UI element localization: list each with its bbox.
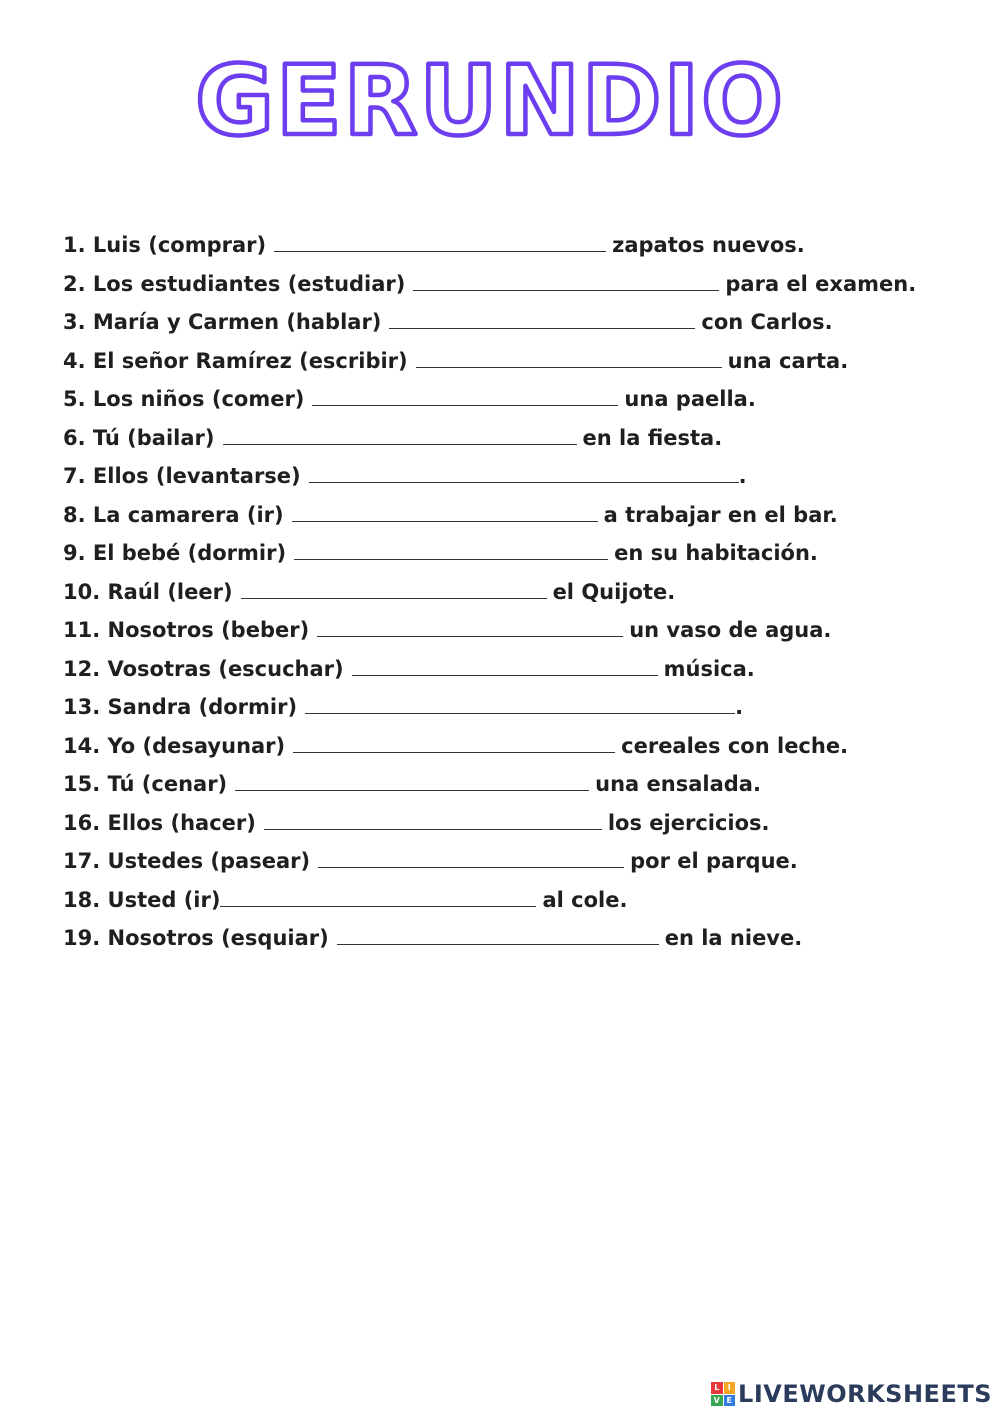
exercise-item: [63, 536, 963, 575]
exercise-prompt: 4. El señor Ramírez (escribir): [63, 348, 408, 373]
answer-blank[interactable]: [337, 926, 659, 945]
exercise-prompt: 16. Ellos (hacer): [63, 810, 256, 835]
exercise-completion: .: [738, 464, 747, 488]
exercise-completion: una paella.: [624, 387, 756, 411]
answer-blank[interactable]: [294, 541, 608, 560]
exercise-item: [63, 613, 963, 652]
exercise-item: [63, 729, 963, 768]
answer-blank[interactable]: [416, 349, 722, 368]
exercise-item: [63, 575, 963, 614]
title-outline-graphic: [0, 48, 1000, 158]
exercise-prompt: 15. Tú (cenar): [63, 772, 228, 796]
exercise-completion: una ensalada.: [595, 772, 761, 796]
exercise-completion: el Quijote.: [552, 579, 676, 604]
answer-blank[interactable]: [292, 503, 598, 522]
exercise-item: [63, 883, 963, 922]
exercise-prompt: 12. Vosotras (escuchar): [63, 656, 344, 681]
exercise-prompt: 5. Los niños (comer): [63, 387, 305, 411]
exercise-prompt: 11. Nosotros (beber): [63, 618, 310, 642]
exercise-prompt: 7. Ellos (levantarse): [63, 464, 301, 488]
exercise-prompt: 2. Los estudiantes (estudiar): [63, 271, 406, 296]
answer-blank[interactable]: [309, 464, 739, 483]
logo-letter: E: [724, 1395, 736, 1407]
exercise-item: [63, 690, 963, 729]
exercise-completion: en la nieve.: [664, 926, 803, 950]
exercise-item: [63, 844, 963, 883]
exercise-completion: para el examen.: [725, 271, 917, 296]
exercise-item: [63, 459, 963, 498]
answer-blank[interactable]: [389, 310, 695, 329]
logo-letter: L: [711, 1382, 723, 1394]
worksheet-title: [0, 48, 1000, 158]
brand-text: LIVEWORKSHEETS: [738, 1380, 992, 1408]
answer-blank[interactable]: [312, 387, 618, 406]
exercise-prompt: 3. María y Carmen (hablar): [63, 310, 382, 334]
exercise-prompt: 19. Nosotros (esquiar): [63, 926, 329, 950]
exercise-item: [63, 344, 963, 383]
exercise-completion: zapatos nuevos.: [612, 233, 805, 257]
exercise-prompt: 14. Yo (desayunar): [63, 733, 286, 758]
answer-blank[interactable]: [223, 426, 577, 445]
exercise-prompt: 1. Luis (comprar): [63, 233, 267, 257]
exercise-completion: los ejercicios.: [607, 810, 770, 835]
exercise-completion: música.: [663, 656, 755, 681]
exercise-item: [63, 767, 963, 806]
answer-blank[interactable]: [274, 233, 606, 252]
liveworksheets-logo-icon: [711, 1382, 735, 1406]
answer-blank[interactable]: [264, 811, 602, 830]
exercise-completion: a trabajar en el bar.: [603, 502, 838, 527]
answer-blank[interactable]: [317, 618, 623, 637]
exercise-prompt: 13. Sandra (dormir): [63, 695, 298, 719]
exercise-prompt: 9. El bebé (dormir): [63, 541, 287, 565]
liveworksheets-footer: [711, 1378, 992, 1410]
exercise-completion: en su habitación.: [614, 541, 818, 565]
exercise-completion: por el parque.: [630, 849, 798, 873]
exercise-item: [63, 228, 963, 267]
exercise-prompt: 17. Ustedes (pasear): [63, 849, 311, 873]
exercise-completion: .: [735, 695, 744, 719]
exercise-item: [63, 267, 963, 306]
answer-blank[interactable]: [235, 772, 589, 791]
exercise-item: [63, 921, 963, 960]
answer-blank[interactable]: [318, 849, 624, 868]
exercise-item: [63, 806, 963, 845]
exercise-list: [63, 228, 963, 960]
exercise-completion: un vaso de agua.: [629, 618, 832, 642]
exercise-completion: una carta.: [727, 348, 849, 373]
logo-letter: I: [724, 1382, 736, 1394]
exercise-prompt: 6. Tú (bailar): [63, 425, 215, 450]
exercise-item: [63, 382, 963, 421]
exercise-prompt: 10. Raúl (leer): [63, 579, 233, 604]
exercise-item: [63, 652, 963, 691]
exercise-completion: con Carlos.: [701, 310, 833, 334]
exercise-item: [63, 421, 963, 460]
exercise-prompt: 8. La camarera (ir): [63, 502, 284, 527]
exercise-completion: al cole.: [542, 887, 628, 912]
exercise-item: [63, 305, 963, 344]
exercise-prompt: 18. Usted (ir): [63, 887, 221, 912]
title-text: GERUNDIO: [195, 48, 785, 157]
answer-blank[interactable]: [352, 657, 658, 676]
exercise-completion: cereales con leche.: [621, 733, 849, 758]
exercise-completion: en la fiesta.: [582, 425, 723, 450]
answer-blank[interactable]: [293, 734, 615, 753]
answer-blank[interactable]: [241, 580, 547, 599]
answer-blank[interactable]: [220, 888, 536, 907]
exercise-item: [63, 498, 963, 537]
answer-blank[interactable]: [413, 272, 719, 291]
answer-blank[interactable]: [305, 695, 735, 714]
logo-letter: V: [711, 1395, 723, 1407]
